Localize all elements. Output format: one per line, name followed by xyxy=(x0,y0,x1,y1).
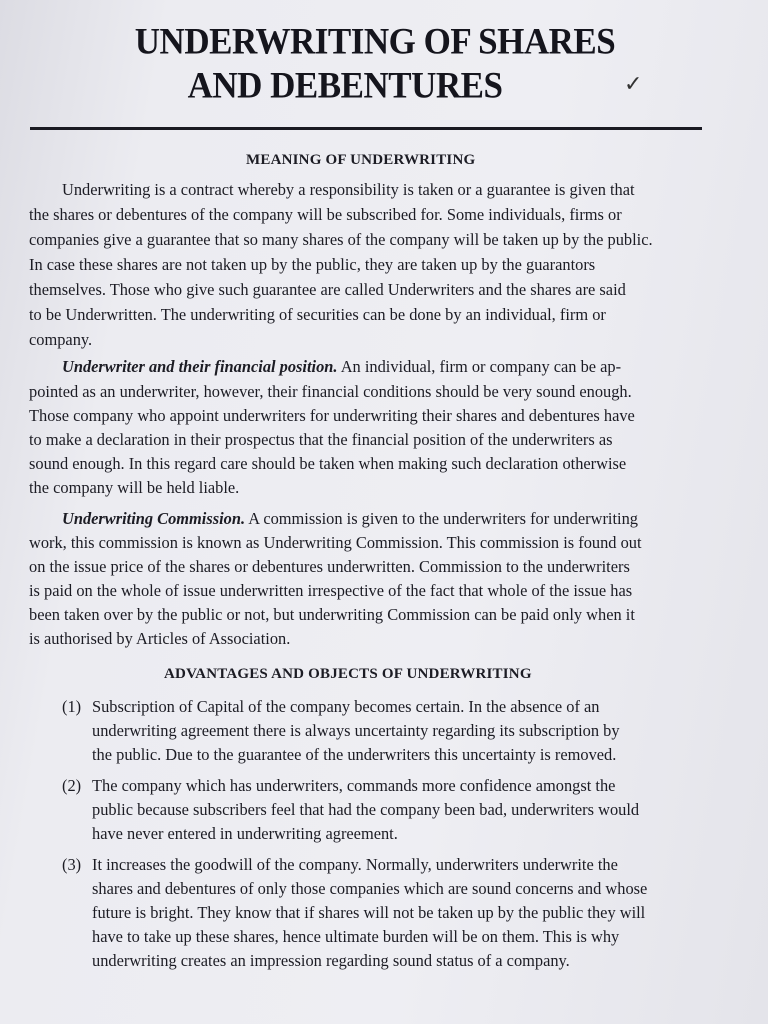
page-title-line-2: AND DEBENTURES xyxy=(187,65,503,106)
list-item-line: underwriting agreement there is always uncertainty regarding its subscription by xyxy=(92,721,620,740)
paragraph-line: Underwriting is a contract whereby a responsibility is taken or a guarantee is given that xyxy=(62,180,635,199)
list-item-line: have never entered in underwriting agreement. xyxy=(92,824,398,843)
paragraph-line: themselves. Those who give such guarantee are called Underwriters and the shares are said xyxy=(29,280,626,299)
list-item-number: (1) xyxy=(62,697,82,716)
paragraph-line: is paid on the whole of issue underwritten irrespective of the fact that whole of the issue has xyxy=(29,581,633,600)
run-in-heading-underwriter: Underwriter and their financial position. xyxy=(62,357,338,376)
list-item-line: future is bright. They know that if shares will not be taken up by the public they will xyxy=(92,903,646,922)
paragraph-text: An individual, firm or company can be ap- xyxy=(337,357,622,376)
paragraph-line: company. xyxy=(29,330,93,349)
list-item-line: public because subscribers feel that had the company been bad, underwriters would xyxy=(92,800,640,819)
paragraph-line: Those company who appoint underwriters for underwriting their shares and debentures have xyxy=(29,406,635,425)
paragraph-line: the company will be held liable. xyxy=(29,478,240,497)
title-divider xyxy=(30,127,702,130)
list-item-number: (3) xyxy=(62,855,82,874)
paragraph-line: is authorised by Articles of Association. xyxy=(29,629,291,648)
list-item-line: underwriting creates an impression regarding sound status of a company. xyxy=(92,951,570,970)
section-heading-meaning: MEANING OF UNDERWRITING xyxy=(246,152,476,168)
list-item-line: The company which has underwriters, commands more confidence amongst the xyxy=(92,776,616,795)
paragraph-line: pointed as an underwriter, however, their financial conditions should be very sound enough. xyxy=(29,382,632,401)
list-item-line: Subscription of Capital of the company becomes certain. In the absence of an xyxy=(92,697,600,716)
paragraph-line: the shares or debentures of the company will be subscribed for. Some individuals, firms or xyxy=(29,205,622,224)
run-in-heading-commission: Underwriting Commission. xyxy=(62,509,246,528)
paragraph-line: on the issue price of the shares or debentures underwritten. Commission to the underwriters xyxy=(29,557,630,576)
check-mark-icon: ✓ xyxy=(624,72,643,97)
paragraph-first-line xyxy=(62,357,621,377)
paragraph-line: to be Underwritten. The underwriting of securities can be done by an individual, firm or xyxy=(29,305,606,324)
page-title-line-1: UNDERWRITING OF SHARES xyxy=(134,21,616,62)
list-item-line: shares and debentures of only those companies which are sound concerns and whose xyxy=(92,879,648,898)
paragraph-first-line xyxy=(62,509,638,529)
paragraph-line: companies give a guarantee that so many shares of the company will be taken up by the public. xyxy=(29,230,653,249)
list-item-number: (2) xyxy=(62,776,82,795)
paragraph-line: work, this commission is known as Underwriting Commission. This commission is found out xyxy=(29,533,642,552)
list-item-line: have to take up these shares, hence ultimate burden will be on them. This is why xyxy=(92,927,620,946)
list-item-line: It increases the goodwill of the company. Normally, underwriters underwrite the xyxy=(92,855,618,874)
paragraph-line: In case these shares are not taken up by the public, they are taken up by the guarantors xyxy=(29,255,596,274)
paragraph-line: sound enough. In this regard care should be taken when making such declaration otherwise xyxy=(29,454,627,473)
paragraph-line: to make a declaration in their prospectus that the financial position of the underwriters as xyxy=(29,430,613,449)
list-item-line: the public. Due to the guarantee of the underwriters this uncertainty is removed. xyxy=(92,745,617,764)
paragraph-line: been taken over by the public or not, but underwriting Commission can be paid only when it xyxy=(29,605,635,624)
section-heading-advantages: ADVANTAGES AND OBJECTS OF UNDERWRITING xyxy=(164,666,532,682)
paragraph-text: A commission is given to the underwriters for underwriting xyxy=(245,509,638,528)
